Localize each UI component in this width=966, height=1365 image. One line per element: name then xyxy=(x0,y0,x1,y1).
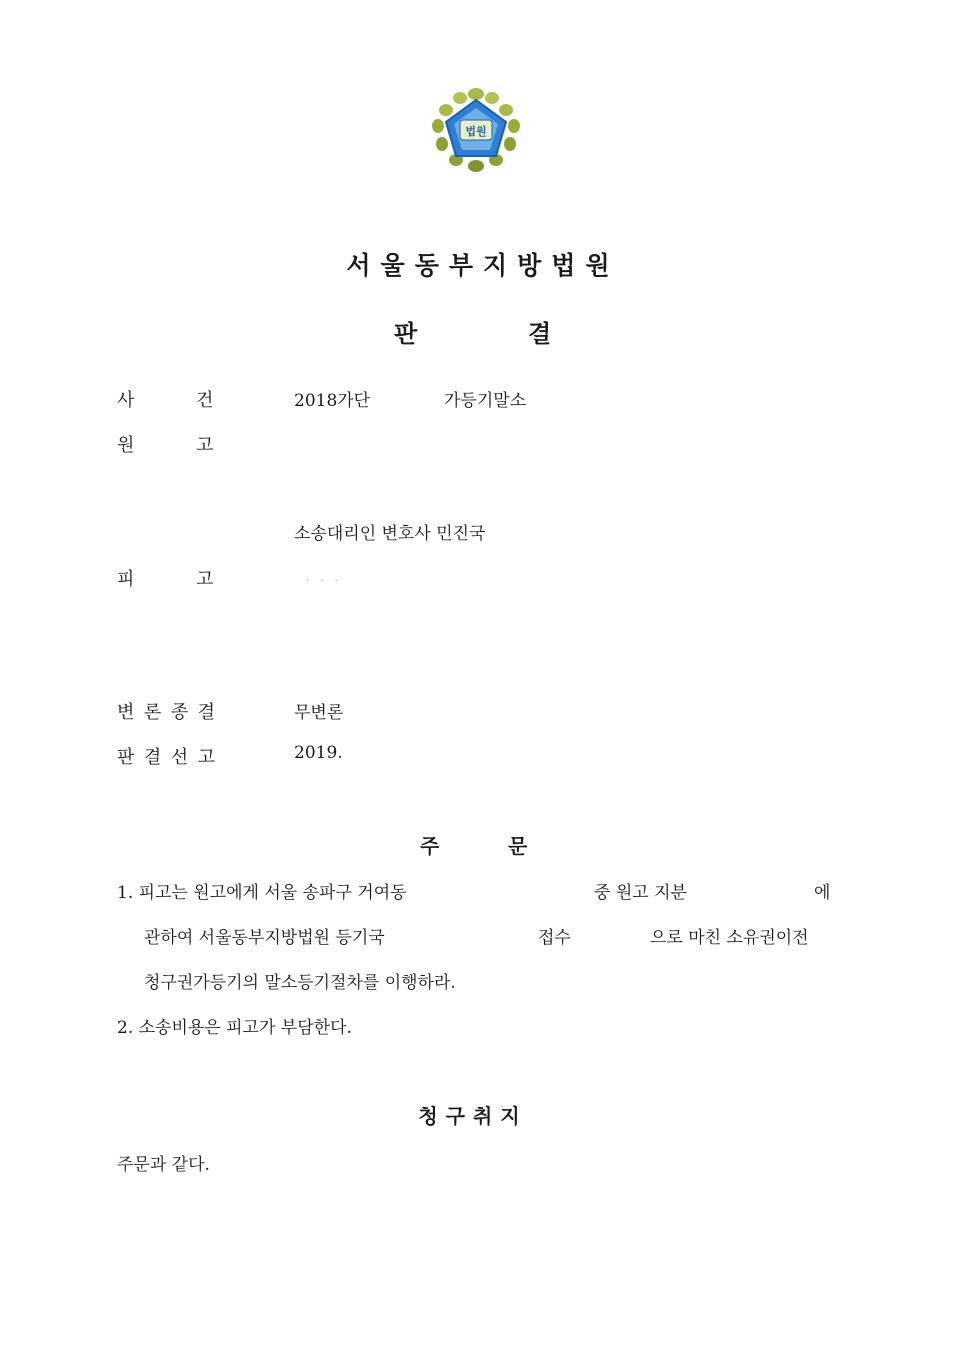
court-name-heading: 서울동부지방법원 xyxy=(346,251,620,280)
judgment-date-value: 2019. xyxy=(294,743,343,763)
order-line-2c: 으로 마친 소유권이전 xyxy=(650,928,809,948)
case-name: 가등기말소 xyxy=(444,391,527,411)
argument-end-label-char: 종 xyxy=(170,702,189,723)
counsel-value: 소송대리인 변호사 민진국 xyxy=(294,524,486,544)
defendant-label-char-1: 피 xyxy=(117,569,135,590)
doc-type-char-1: 판 xyxy=(394,320,418,348)
case-label-char-1: 사 xyxy=(117,390,135,411)
argument-end-label-char: 변 xyxy=(117,702,135,723)
judgment-date-label xyxy=(117,743,215,769)
redaction-mark: · · · xyxy=(306,576,342,587)
seal-text: 법원 xyxy=(465,125,487,138)
order-line-4: 2. 소송비용은 피고가 부담한다. xyxy=(117,1018,352,1038)
order-line-3: 청구권가등기의 말소등기절차를 이행하라. xyxy=(144,973,456,993)
defendant-label-char-2: 고 xyxy=(196,569,214,590)
plaintiff-label-char-2: 고 xyxy=(196,435,214,456)
order-line-1b: 중 원고 지분 xyxy=(594,883,687,903)
argument-end-label-char: 론 xyxy=(143,702,162,723)
argument-end-label xyxy=(117,698,215,724)
judgment-date-label-char: 결 xyxy=(143,747,162,768)
case-number: 2018가단 xyxy=(294,391,371,411)
doc-type-char-2: 결 xyxy=(528,320,552,348)
order-heading-char-1: 주 xyxy=(420,834,440,858)
order-line-1a: 1. 피고는 원고에게 서울 송파구 거여동 xyxy=(117,883,407,903)
argument-end-label-char: 결 xyxy=(197,702,215,723)
order-line-2b: 접수 xyxy=(538,928,571,948)
argument-end-value: 무변론 xyxy=(294,703,344,723)
order-heading-char-2: 문 xyxy=(508,834,528,858)
claim-text: 주문과 같다. xyxy=(117,1155,210,1175)
judgment-date-label-char: 선 xyxy=(170,747,189,768)
judgment-date-label-char: 판 xyxy=(117,747,135,768)
plaintiff-label-char-1: 원 xyxy=(117,435,135,456)
claim-heading: 청구취지 xyxy=(418,1104,528,1128)
court-seal-emblem xyxy=(430,86,522,174)
order-line-1c: 에 xyxy=(814,883,831,903)
judgment-date-label-char: 고 xyxy=(197,747,215,768)
case-label-char-2: 건 xyxy=(196,390,214,411)
order-line-2a: 관하여 서울동부지방법원 등기국 xyxy=(144,928,385,948)
